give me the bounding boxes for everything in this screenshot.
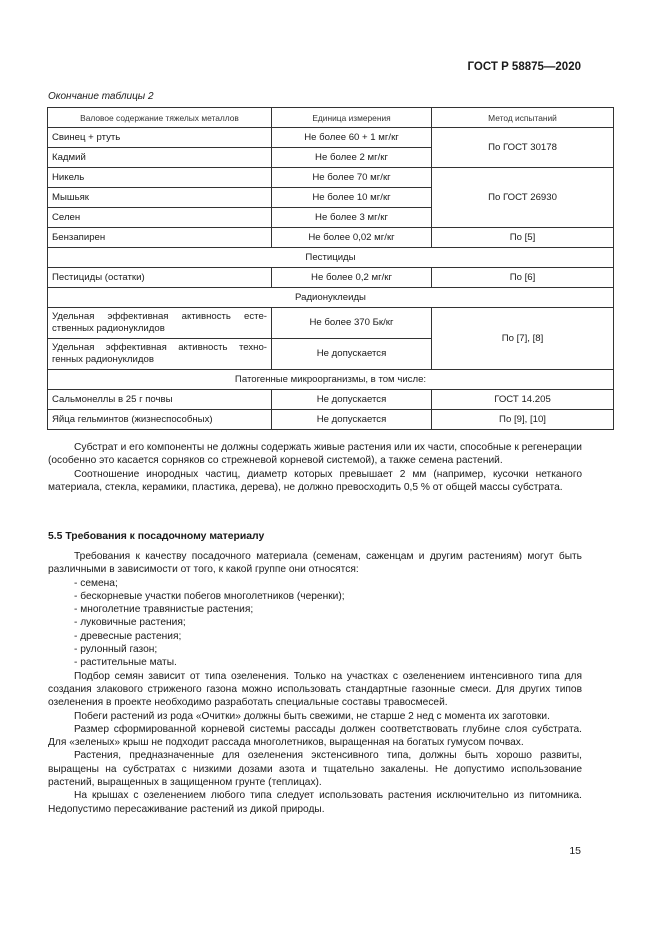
row-name (48, 308, 272, 339)
page-number: 15 (569, 845, 581, 857)
row-unit: Не более 2 мг/кг (272, 148, 432, 168)
section-label: Патогенные микроорганизмы, в том числе: (48, 370, 614, 390)
paragraph: Соотношение инородных частиц, диаметр которых превышает 2 мм (например, кусочки нетканого материала, стекла, керамики, пластика, дерева), не должно превосходить 0,5 % от общей массы субстрата. (48, 468, 582, 493)
section-row (48, 248, 614, 268)
row-name-line2: ственных радионуклидов (52, 323, 165, 334)
row-unit: Не более 70 мг/кг (272, 168, 432, 188)
row-name: Яйца гельминтов (жизнеспособных) (48, 410, 272, 430)
list-item: - рулонный газон; (74, 644, 158, 656)
row-unit: Не более 3 мг/кг (272, 208, 432, 228)
row-name-line1: Удельная эффективная активность техно- (52, 342, 267, 353)
section-title: 5.5 Требования к посадочному материалу (48, 531, 265, 542)
list-item: - семена; (74, 577, 118, 589)
row-name: Свинец + ртуть (48, 128, 272, 148)
table-caption: Окончание таблицы 2 (48, 91, 154, 102)
table-row (48, 268, 614, 288)
paragraph: Субстрат и его компоненты не должны содержать живые растения или их части, способные к регенерации (особенно это касается сорняков со стрежневой корневой системой), а также семена растений. (48, 442, 582, 467)
row-name: Кадмий (48, 148, 272, 168)
row-unit: Не более 0,02 мг/кг (272, 228, 432, 248)
row-unit: Не более 10 мг/кг (272, 188, 432, 208)
list-item: - древесные растения; (74, 630, 182, 642)
paragraph: На крышах с озеленением любого типа следует использовать растения исключительно из питомника. Недопустимо пересаживание растений из дикой природы. (48, 790, 582, 815)
column-header: Единица измерения (272, 108, 432, 128)
document-code: ГОСТ Р 58875—2020 (467, 61, 581, 73)
row-name: Мышьяк (48, 188, 272, 208)
list-item: - многолетние травянистые растения; (74, 604, 254, 616)
row-method: По [7], [8] (432, 308, 614, 370)
paragraph: Требования к качеству посадочного материала (семенам, саженцам и другим растениям) могут быть различными в зависимости от того, к какой группе они относятся: (48, 551, 582, 576)
list-item: - бескорневые участки побегов многолетников (черенки); (74, 590, 345, 602)
body-text-section (48, 530, 582, 543)
row-method: По ГОСТ 30178 (432, 128, 614, 168)
section-label: Радионуклеиды (48, 288, 614, 308)
row-name: Бензапирен (48, 228, 272, 248)
list-item: - луковичные растения; (74, 617, 186, 629)
row-method: По [6] (432, 268, 614, 288)
row-name: Никель (48, 168, 272, 188)
table-row (48, 228, 614, 248)
row-name-line1: Удельная эффективная активность есте- (52, 311, 267, 322)
planting-material-list (48, 577, 582, 670)
row-unit: Не более 0,2 мг/кг (272, 268, 432, 288)
table-row (48, 390, 614, 410)
row-unit: Не допускается (272, 390, 432, 410)
row-method: По [9], [10] (432, 410, 614, 430)
paragraph: Подбор семян зависит от типа озеленения. Только на участках с озеленением интенсивного типа для создания злакового стриженого газона можно использовать стандартные газонные смеси. Для других типов озеленения в проекте необходимо разработать специальные составы травосмесей. (48, 670, 582, 709)
row-unit: Не более 370 Бк/кг (272, 308, 432, 339)
section-label: Пестициды (48, 248, 614, 268)
row-method: ГОСТ 14.205 (432, 390, 614, 410)
table-header-row (48, 108, 614, 128)
table-row (48, 128, 614, 148)
body-text-main (48, 550, 582, 816)
row-method: По ГОСТ 26930 (432, 168, 614, 228)
paragraph: Размер сформированной корневой системы рассады должен соответствовать глубине слоя субстрата. Для «зеленых» крыш не подходит рассада многолетников, выращенная на богатых гумусом почвах. (48, 723, 582, 749)
heavy-metals-table (47, 107, 614, 430)
row-unit: Не допускается (272, 339, 432, 370)
row-name (48, 339, 272, 370)
section-row (48, 288, 614, 308)
paragraph: Растения, предназначенные для озеленения экстенсивного типа, должны быть хорошо развиты, выращены на субстратах с низкими дозами азота и тщательно закалены. Не допустимо использование растений, выращенных в защищенном грунте (теплицах). (48, 750, 582, 789)
section-row (48, 370, 614, 390)
table-row (48, 308, 614, 339)
table-row (48, 410, 614, 430)
body-text-top (48, 441, 582, 494)
column-header: Валовое содержание тяжелых металлов (48, 108, 272, 128)
row-name: Сальмонеллы в 25 г почвы (48, 390, 272, 410)
row-name: Пестициды (остатки) (48, 268, 272, 288)
list-item: - растительные маты. (74, 657, 177, 669)
row-method: По [5] (432, 228, 614, 248)
column-header: Метод испытаний (432, 108, 614, 128)
paragraph: Побеги растений из рода «Очитки» должны быть свежими, не старше 2 нед с момента их заготовки. (74, 710, 550, 722)
table-row (48, 168, 614, 188)
row-name: Селен (48, 208, 272, 228)
row-name-line2: генных радионуклидов (52, 354, 154, 365)
row-unit: Не допускается (272, 410, 432, 430)
row-unit: Не более 60 + 1 мг/кг (272, 128, 432, 148)
